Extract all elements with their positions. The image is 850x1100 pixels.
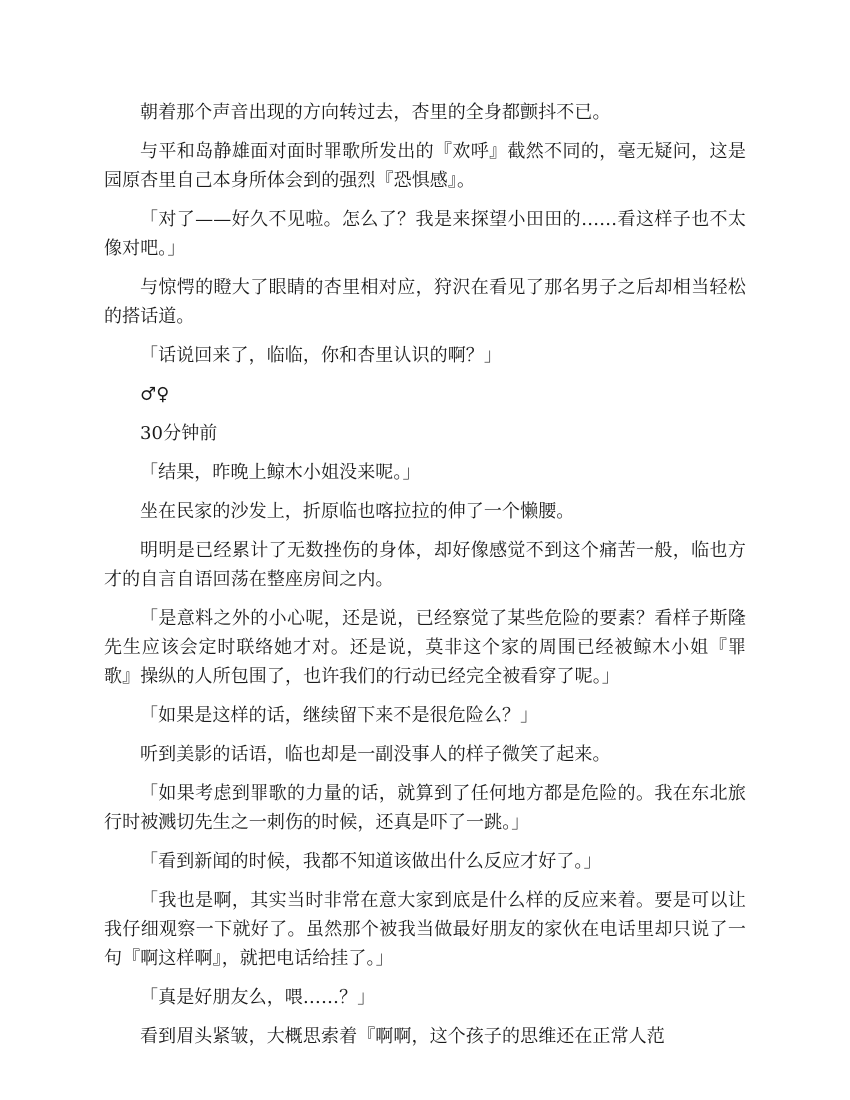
paragraph-narration: 看到眉头紧皱，大概思索着『啊啊，这个孩子的思维还在正常人范 — [140, 1026, 665, 1047]
scene-break-symbol: ♂♀ — [140, 384, 170, 405]
paragraph-narration: 听到美影的话语，临也却是一副没事人的样子微笑了起来。 — [140, 744, 611, 765]
paragraph-dialogue: 「我也是啊，其实当时非常在意大家到底是什么样的反应来着。要是可以让我仔细观察一下就好了。虽然那个被我当做最好朋友的家伙在电话里却只说了一句『啊这样啊』，就把电话给挂了。」 — [104, 890, 746, 969]
paragraph-dialogue: 「结果，昨晚上鲸木小姐没来呢。」 — [140, 462, 421, 483]
paragraph-dialogue: 「如果考虑到罪歌的力量的话，就算到了任何地方都是危险的。我在东北旅行时被溅切先生之一刺伤的时候，还真是吓了一跳。」 — [104, 783, 746, 833]
paragraph-dialogue: 「看到新闻的时候，我都不知道该做出什么反应才好了。」 — [140, 851, 602, 872]
paragraph-trembling: 朝着那个声音出现的方向转过去，杏里的全身都颤抖不已。 — [140, 102, 611, 123]
paragraph-narration: 明明是已经累计了无数挫伤的身体，却好像感觉不到这个痛苦一般，临也方才的自言自语回荡在整座房间之内。 — [104, 540, 746, 590]
time-marker: 30分钟前 — [140, 423, 218, 444]
paragraph-narration: 与惊愕的瞪大了眼睛的杏里相对应，狩沢在看见了那名男子之后却相当轻松的搭话道。 — [104, 277, 746, 327]
document-body — [104, 98, 746, 1061]
paragraph-dialogue: 「对了——好久不见啦。怎么了？我是来探望小田田的……看这样子也不太像对吧。」 — [104, 209, 746, 259]
paragraph-fear: 与平和岛静雄面对面时罪歌所发出的『欢呼』截然不同的，毫无疑问，这是园原杏里自己本身所体会到的强烈『恐惧感』。 — [104, 141, 746, 191]
paragraph-dialogue: 「如果是这样的话，继续留下来不是很危险么？」 — [140, 705, 539, 726]
paragraph-dialogue: 「是意料之外的小心呢，还是说，已经察觉了某些危险的要素？看样子斯隆先生应该会定时联络她才对。还是说，莫非这个家的周围已经被鲸木小姐『罪歌』操纵的人所包围了，也许我们的行动已经完全被看穿了呢。」 — [104, 608, 746, 687]
paragraph-dialogue: 「话说回来了，临临，你和杏里认识的啊？」 — [140, 345, 502, 366]
paragraph-narration: 坐在民家的沙发上，折原临也喀拉拉的伸了一个懒腰。 — [140, 501, 575, 522]
paragraph-dialogue: 「真是好朋友么，喂……？」 — [140, 987, 376, 1008]
